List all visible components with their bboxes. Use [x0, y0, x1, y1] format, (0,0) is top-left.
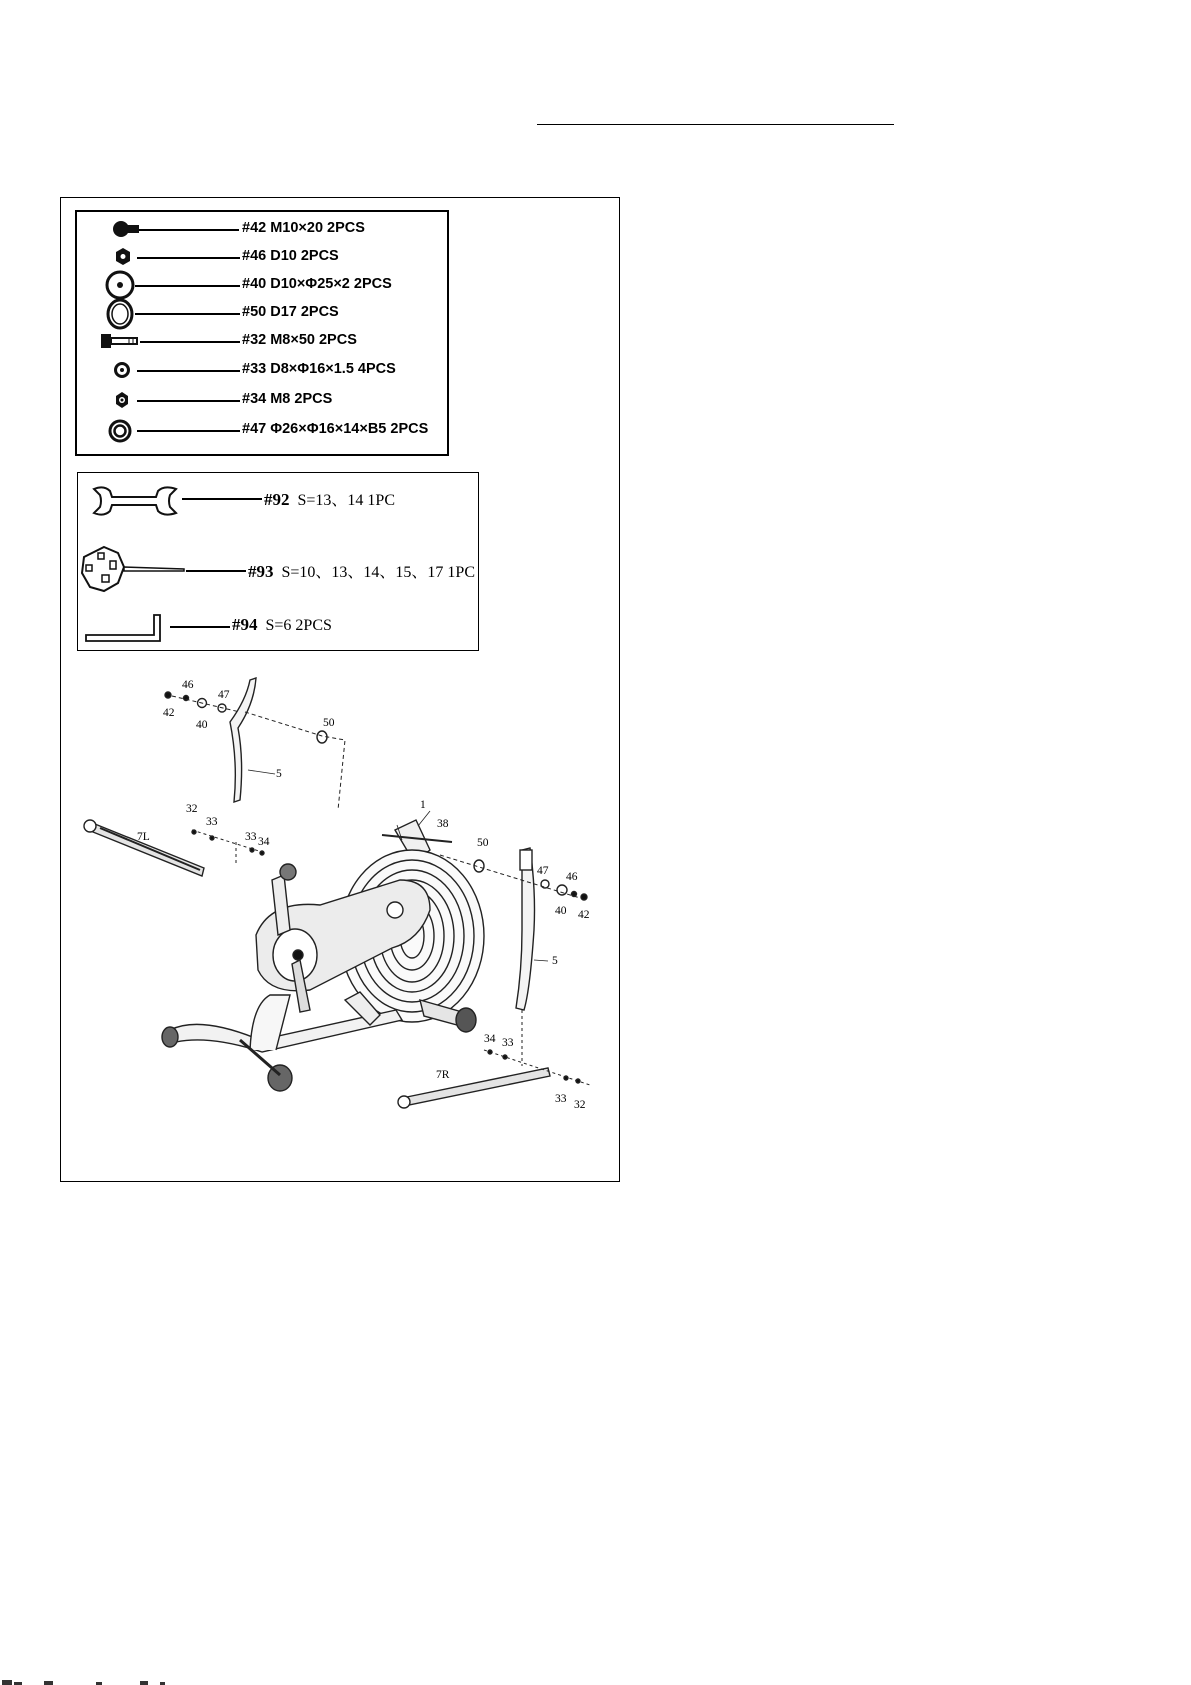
- tool-spec: S=6 2PCS: [265, 617, 332, 634]
- hardware-label: #47 Φ26×Φ16×14×B5 2PCS: [242, 421, 429, 437]
- tool-number: #92: [264, 490, 290, 509]
- leader-line: [137, 400, 240, 402]
- leader-line: [186, 570, 246, 572]
- washer-40-right: [557, 885, 567, 895]
- leader-line: [140, 341, 240, 343]
- part-label-47: 47: [218, 689, 230, 701]
- wrench-icon: [90, 483, 180, 519]
- leader-line: [182, 498, 262, 500]
- hardware-row-40: [77, 272, 447, 298]
- hardware-parts-box: [75, 210, 449, 456]
- ring-icon: [104, 297, 136, 331]
- allen-key-icon: [84, 613, 164, 643]
- hardware-row-32: [77, 330, 447, 356]
- hardware-label: #40 D10×Φ25×2 2PCS: [242, 276, 392, 292]
- exploded-assembly-diagram: [80, 665, 615, 1125]
- tools-box: [77, 472, 479, 651]
- part-label-1: 1: [420, 799, 426, 811]
- part-label-50: 50: [477, 837, 489, 849]
- tool-spec: S=10、13、14、15、17 1PC: [281, 564, 475, 581]
- small-washer-icon: [112, 359, 132, 381]
- tool-spec: S=13、14 1PC: [297, 492, 395, 509]
- part-label-7L: 7L: [137, 831, 150, 843]
- bolt-42-left: [165, 692, 171, 698]
- hardware-label: #46 D10 2PCS: [242, 248, 339, 264]
- leader-line: [137, 370, 240, 372]
- leader-line: [135, 285, 240, 287]
- small-nut-icon: [112, 389, 132, 411]
- part-label-5: 5: [552, 955, 558, 967]
- leader-line: [139, 229, 239, 231]
- part-label-33: 33: [555, 1093, 567, 1105]
- header-rule: [537, 124, 894, 125]
- leader-line: [135, 313, 240, 315]
- cut-off-text-fragment: [0, 1675, 200, 1685]
- hardware-label: #50 D17 2PCS: [242, 304, 339, 320]
- leader-line: [137, 430, 240, 432]
- part-label-5: 5: [276, 768, 282, 780]
- part-label-33: 33: [245, 831, 257, 843]
- hardware-row-33: [77, 359, 447, 385]
- part-label-7R: 7R: [436, 1069, 450, 1081]
- tool-number: #93: [248, 562, 274, 581]
- bearing-47-right: [541, 880, 549, 888]
- hardware-row-50: [77, 300, 447, 326]
- part-label-32: 32: [186, 803, 198, 815]
- part-label-38: 38: [437, 818, 449, 830]
- part-label-46: 46: [182, 679, 194, 691]
- part-label-46: 46: [566, 871, 578, 883]
- bolt-icon: [111, 218, 141, 240]
- part-label-42: 42: [578, 909, 590, 921]
- multi-wrench-icon: [78, 543, 188, 597]
- right-handlebar: [516, 848, 535, 1010]
- part-label-33: 33: [206, 816, 218, 828]
- hardware-row-42: [77, 218, 447, 244]
- hardware-label: #32 M8×50 2PCS: [242, 332, 357, 348]
- hardware-label: #42 M10×20 2PCS: [242, 220, 365, 236]
- part-label-47: 47: [537, 865, 549, 877]
- right-lower-arm: [402, 1068, 550, 1106]
- hardware-row-47: [77, 419, 447, 445]
- leader-line: [137, 257, 240, 259]
- part-label-34: 34: [258, 836, 270, 848]
- left-handlebar: [230, 678, 256, 802]
- part-label-34: 34: [484, 1033, 496, 1045]
- tool-label: [248, 559, 475, 582]
- nut-icon: [113, 246, 133, 268]
- part-label-40: 40: [555, 905, 567, 917]
- bolt-42-right: [581, 894, 587, 900]
- hardware-label: #33 D8×Φ16×1.5 4PCS: [242, 361, 396, 377]
- long-bolt-icon: [99, 330, 141, 352]
- bearing-icon: [106, 417, 134, 445]
- part-label-33: 33: [502, 1037, 514, 1049]
- tool-label: [232, 615, 332, 635]
- part-label-40: 40: [196, 719, 208, 731]
- part-label-32: 32: [574, 1099, 586, 1111]
- hardware-label: #34 M8 2PCS: [242, 391, 333, 407]
- nut-46-right: [572, 892, 577, 897]
- part-label-42: 42: [163, 707, 175, 719]
- leader-line: [170, 626, 230, 628]
- part-label-50: 50: [323, 717, 335, 729]
- tool-label: [264, 487, 395, 510]
- tool-number: #94: [232, 615, 258, 634]
- hardware-row-34: [77, 389, 447, 415]
